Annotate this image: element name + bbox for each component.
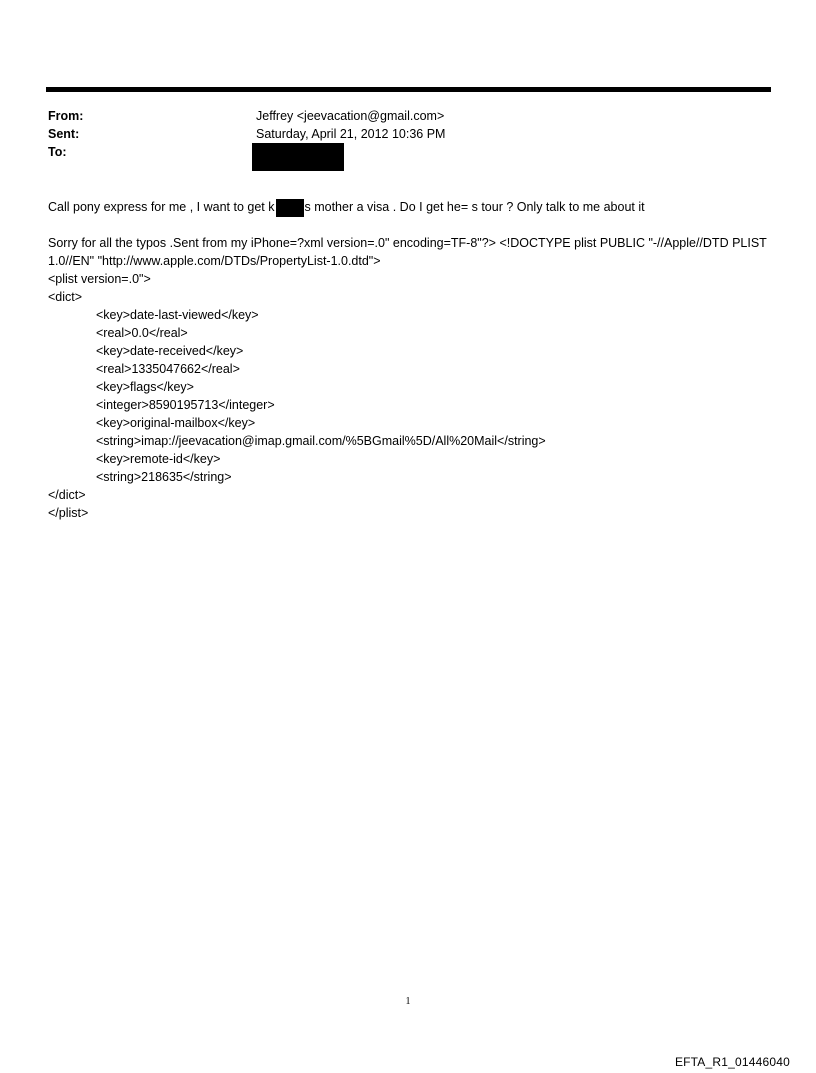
plist-intro: Sorry for all the typos .Sent from my iPhone=?xml version=.0" encoding=TF-8"?> <!DOCTYPE plist PUBLIC "-//Apple//DTD PLIST 1.0//EN" "http://www.apple.com/DTDs/PropertyList-1.0.dtd"> [48, 236, 767, 268]
plist-entry: <string>imap://jeevacation@imap.gmail.com/%5BGmail%5D/All%20Mail</string> [96, 434, 546, 448]
to-redaction [252, 143, 344, 171]
plist-close-tag: </plist> [48, 506, 89, 520]
from-label: From: [48, 109, 84, 123]
bates-number: EFTA_R1_01446040 [674, 1055, 790, 1069]
plist-entry: <key>original-mailbox</key> [96, 416, 256, 430]
plist-open-tag: <plist version=.0"> [48, 272, 151, 286]
to-label: To: [48, 145, 67, 159]
plist-entry: <real>0.0</real> [96, 326, 188, 340]
message-text-end: s mother a visa . Do I get he= s tour ? Only talk to me about it [304, 200, 645, 214]
plist-entry: <key>date-last-viewed</key> [96, 308, 259, 322]
from-value: Jeffrey <jeevacation@gmail.com> [256, 109, 445, 123]
sent-value: Saturday, April 21, 2012 10:36 PM [256, 127, 446, 141]
message-line [48, 198, 645, 217]
name-redaction [276, 199, 304, 217]
message-text-start: Call pony express for me , I want to get k [48, 200, 275, 214]
dict-open-tag: <dict> [48, 290, 83, 304]
page-number: 1 [405, 996, 411, 1007]
plist-entry: <real>1335047662</real> [96, 362, 240, 376]
plist-entry: <key>flags</key> [96, 380, 194, 394]
plist-entry: <key>date-received</key> [96, 344, 244, 358]
plist-entry: <key>remote-id</key> [96, 452, 221, 466]
plist-entry: <integer>8590195713</integer> [96, 398, 275, 412]
plist-entry: <string>218635</string> [96, 470, 232, 484]
header-rule [46, 87, 771, 92]
dict-close-tag: </dict> [48, 488, 86, 502]
sent-label: Sent: [48, 127, 80, 141]
plist-block [48, 234, 778, 522]
